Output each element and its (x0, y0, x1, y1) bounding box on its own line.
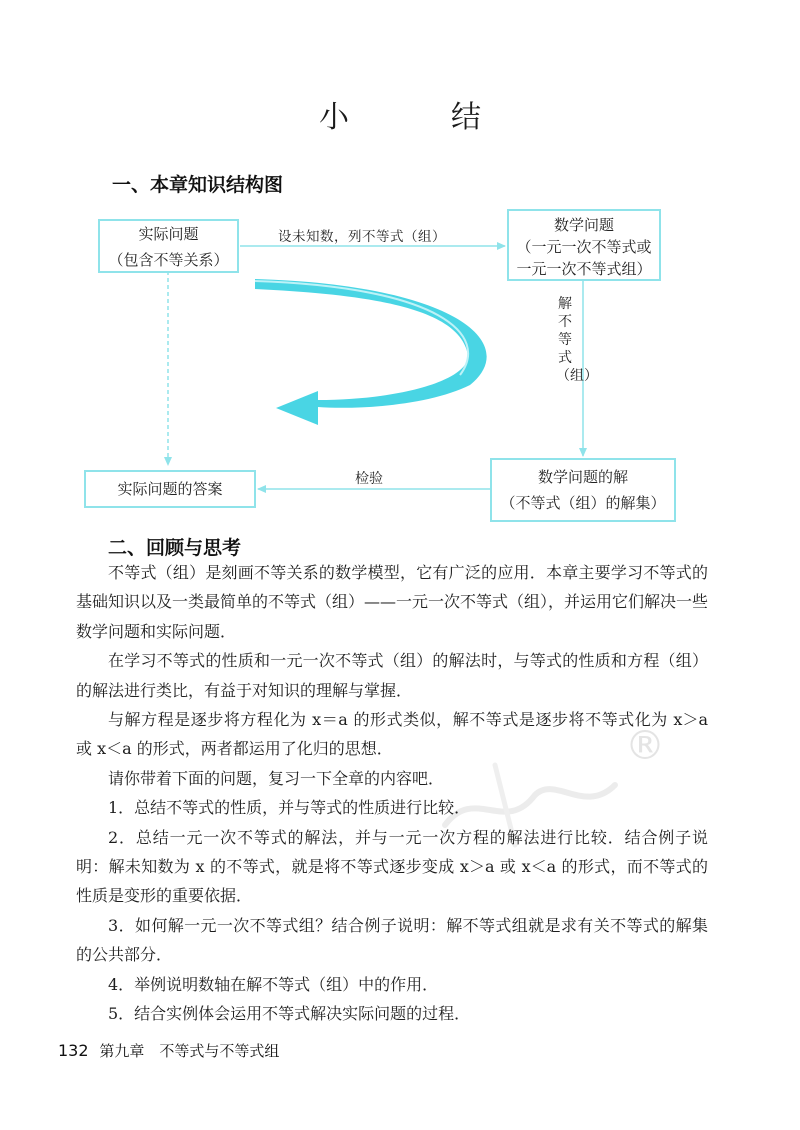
box-answer-line1: 实际问题的答案 (117, 480, 223, 498)
page-title: 小 结 (319, 100, 517, 135)
page-footer (58, 1040, 279, 1061)
edge-top-label: 设未知数，列不等式（组） (278, 229, 446, 245)
box-actual-answer (84, 470, 256, 508)
page-number: 132 (58, 1041, 89, 1060)
edge-bottom-label: 检验 (355, 471, 383, 487)
registered-mark: ® (625, 723, 665, 769)
box-solution-line2: （不等式（组）的解集） (500, 494, 666, 512)
question-5: 5．结合实例体会运用不等式解决实际问题的过程． (108, 1004, 471, 1024)
box-math-solution (490, 458, 676, 522)
question-4: 4．举例说明数轴在解不等式（组）中的作用． (108, 974, 439, 994)
box-actual-problem (98, 219, 239, 273)
box-solution-line1: 数学问题的解 (537, 468, 628, 486)
box-math-line1: 数学问题 (553, 216, 614, 234)
paragraph-1: 不等式（组）是刻画不等关系的数学模型，它有广泛的应用．本章主要学习不等式的基础知识以及一类最简单的不等式（组）——一元一次不等式（组），并运用它们解决一些数学问题和实际问题． (76, 563, 709, 641)
paragraph-3: 与解方程是逐步将方程化为 x＝a 的形式类似，解不等式是逐步将不等式化为 x＞a 或 x＜a 的形式，两者都运用了化归的思想． (76, 710, 708, 759)
question-3: 3．如何解一元一次不等式组？结合例子说明：解不等式组就是求有关不等式的解集的公共部分． (76, 915, 708, 965)
chapter-title: 第九章 不等式与不等式组 (99, 1042, 280, 1060)
section2-heading: 二、回顾与思考 (108, 537, 242, 559)
knowledge-structure-diagram (0, 195, 800, 525)
review-text (76, 558, 708, 1029)
edge-right-label: 解不等式（组） (556, 296, 598, 384)
paragraph-2: 在学习不等式的性质和一元一次不等式（组）的解法时，与等式的性质和方程（组）的解法进行类比，有益于对知识的理解与掌握． (76, 651, 708, 700)
section1-heading: 一、本章知识结构图 (112, 174, 284, 196)
box-actual-line1: 实际问题 (138, 225, 199, 243)
paragraph-4: 请你带着下面的问题，复习一下全章的内容吧． (108, 768, 445, 788)
box-actual-line2: （包含不等关系） (108, 251, 229, 269)
box-math-line2: （一元一次不等式或 (516, 238, 652, 256)
box-math-problem (507, 209, 661, 281)
curved-arrow (255, 279, 487, 425)
question-1: 1．总结不等式的性质，并与等式的性质进行比较． (108, 798, 471, 818)
question-2: 2．总结一元一次不等式的解法，并与一元一次方程的解法进行比较．结合例子说明：解未知数为 x 的不等式，就是将不等式逐步变成 x＞a 或 x＜a 的形式，而不等式的性质是变形的重要依据． (76, 827, 708, 906)
box-math-line3: 一元一次不等式组） (516, 260, 652, 278)
